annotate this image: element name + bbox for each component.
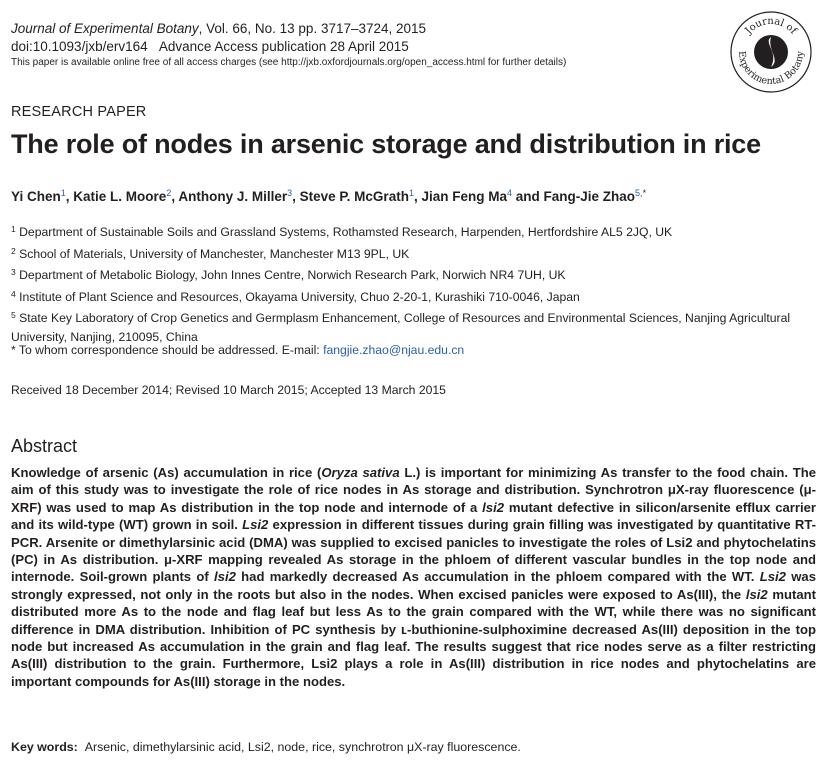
doi[interactable]: doi:10.1093/jxb/erv164 <box>11 39 148 54</box>
keywords <box>11 740 521 754</box>
abstract-segment: lsi2 <box>214 569 236 585</box>
affiliation-text: Institute of Plant Science and Resources, Okayama University, Chuo 2-20-1, Kurashiki 710-0046, Japan <box>19 289 580 304</box>
author-star: * <box>642 188 647 198</box>
received-dates: Received 18 December 2014; Revised 10 March 2015; Accepted 13 March 2015 <box>11 383 446 397</box>
abstract-segment: had markedly decreased As accumulation in the phloem compared with the WT. <box>235 569 760 585</box>
author-separator: , <box>413 189 422 204</box>
affiliation-number: 1 <box>11 224 16 234</box>
author-name: Steve P. McGrath <box>299 189 409 204</box>
logo-text-bottom: Experimental Botany <box>735 50 807 88</box>
abstract-segment: lsi2 <box>745 586 768 602</box>
journal-header <box>11 20 711 70</box>
abstract-segment: mutant distributed more As to the node and flag leaf but less As to the grain compared with the WT, while there was no significant difference in DMA distribution. Inhibition of PC synthesis by ʟ-buthionine-sulphoximine decreased As(III) deposition in the top node but increased As accumulation in the grain and flag leaf. The results suggest that rice nodes serve as a filter restricting As(III) distribution to the grain. Furthermore, Lsi2 plays a role in As(III) distribution in rice nodes and phytochelatins are important compounds for As(III) storage in the nodes. <box>11 586 816 689</box>
correspondence <box>11 343 464 357</box>
author-name: Jian Feng Ma <box>421 189 507 204</box>
abstract-segment: Lsi2 <box>242 517 269 533</box>
affiliation-number: 5 <box>11 310 16 321</box>
email-link[interactable]: fangjie.zhao@njau.edu.cn <box>323 343 465 357</box>
affiliation-text: Department of Sustainable Soils and Grassland Systems, Rothamsted Research, Harpenden, Hertfordshire AL5 2JQ, UK <box>19 225 673 239</box>
journal-name: Journal of Experimental Botany <box>11 21 199 36</box>
author-separator: , <box>171 189 179 204</box>
affiliation-number: 2 <box>11 245 16 256</box>
author-name: Anthony J. Miller <box>178 189 288 204</box>
author-name: Katie L. Moore <box>73 189 167 204</box>
abstract-segment: lsi2 <box>482 499 504 515</box>
abstract-segment: was strongly expressed, not only in the roots but also in the nodes. When excised panicles were exposed to As(III), the <box>11 569 816 602</box>
affiliation-text: School of Materials, University of Manchester, Manchester M13 9PL, UK <box>19 246 410 261</box>
abstract-segment: Knowledge of arsenic (As) accumulation in rice ( <box>11 465 322 480</box>
author-affiliation-ref[interactable]: 2 <box>166 188 172 198</box>
author-affiliation-ref[interactable]: 1 <box>60 188 66 198</box>
advance-access: Advance Access publication 28 April 2015 <box>158 39 409 54</box>
author-separator: and <box>512 189 544 204</box>
affiliation-number: 4 <box>11 288 16 299</box>
abstract-body <box>11 464 816 690</box>
abstract-segment: mutant defective in silicon/arsenite efflux carrier and its wild-type (WT) grown in soil. <box>11 499 816 533</box>
abstract-segment: L.) is important for minimizing As transfer to the food chain. The aim of this study was to investigate the role of rice nodes in As storage and distribution. Synchrotron μX-ray fluorescence (μ-XRF) was used to map As distribution in the top node and internode of a <box>11 465 817 515</box>
author-affiliation-ref[interactable]: 3 <box>287 188 293 198</box>
paper-title: The role of nodes in arsenic storage and distribution in rice <box>11 129 761 159</box>
author-affiliation-ref[interactable]: 4 <box>507 188 513 198</box>
volume-info: , Vol. 66, No. 13 pp. 3717–3724, 2015 <box>198 21 427 36</box>
abstract-heading: Abstract <box>11 436 78 456</box>
author-separator: , <box>292 189 300 204</box>
affiliation-item <box>11 220 811 242</box>
doi-line <box>11 38 711 56</box>
author-affiliation-ref[interactable]: 5, <box>635 188 643 198</box>
journal-citation <box>11 20 711 38</box>
affiliation-item <box>11 285 811 307</box>
free-access-note: This paper is available online free of all access charges (see http://jxb.oxfordjournals.org/open_access.html for further details) <box>11 57 567 68</box>
keywords-label: Key words: <box>11 740 78 754</box>
keywords-text: Arsenic, dimethylarsinic acid, Lsi2, node, rice, synchrotron μX-ray fluorescence. <box>84 740 521 754</box>
author-list <box>11 188 646 204</box>
abstract-segment: Lsi2 <box>759 569 786 585</box>
logo-text-top: Journal of <box>743 15 799 37</box>
author-name: Fang-Jie Zhao <box>543 189 636 204</box>
affiliation-number: 3 <box>11 267 16 278</box>
abstract-segment: expression in different tissues during grain filling was investigated by quantitative RT-PCR. Arsenite or dimethylarsinic acid (DMA) was supplied to excised panicles to investigate the roles of Lsi2 and phytochelatins (PC) in As distribution. μ-XRF mapping revealed As storage in the phloem of different vascular bundles in the top node and internode. Soil-grown plants of <box>11 517 817 585</box>
affiliation-item <box>11 263 811 285</box>
affiliation-text: State Key Laboratory of Crop Genetics and Germplasm Enhancement, College of Resources and Environmental Sciences, Nanjing Agricultural University, Nanjing, 210095, China <box>11 311 791 344</box>
author-separator: , <box>65 189 74 204</box>
abstract-segment: Oryza sativa <box>321 465 400 480</box>
svg-text:Journal of <box>743 16 800 37</box>
author-affiliation-ref[interactable]: 1 <box>408 188 414 198</box>
affiliations <box>11 220 811 347</box>
affiliation-text: Department of Metabolic Biology, John Innes Centre, Norwich Research Park, Norwich NR4 7UH, UK <box>19 268 566 283</box>
section-label: RESEARCH PAPER <box>11 104 147 120</box>
affiliation-item <box>11 242 811 264</box>
journal-logo <box>729 10 813 94</box>
affiliation-item <box>11 306 811 346</box>
correspondence-text: * To whom correspondence should be addressed. E-mail: <box>11 343 324 357</box>
logo-seed-icon <box>754 35 788 69</box>
author-name: Yi Chen <box>11 189 61 204</box>
